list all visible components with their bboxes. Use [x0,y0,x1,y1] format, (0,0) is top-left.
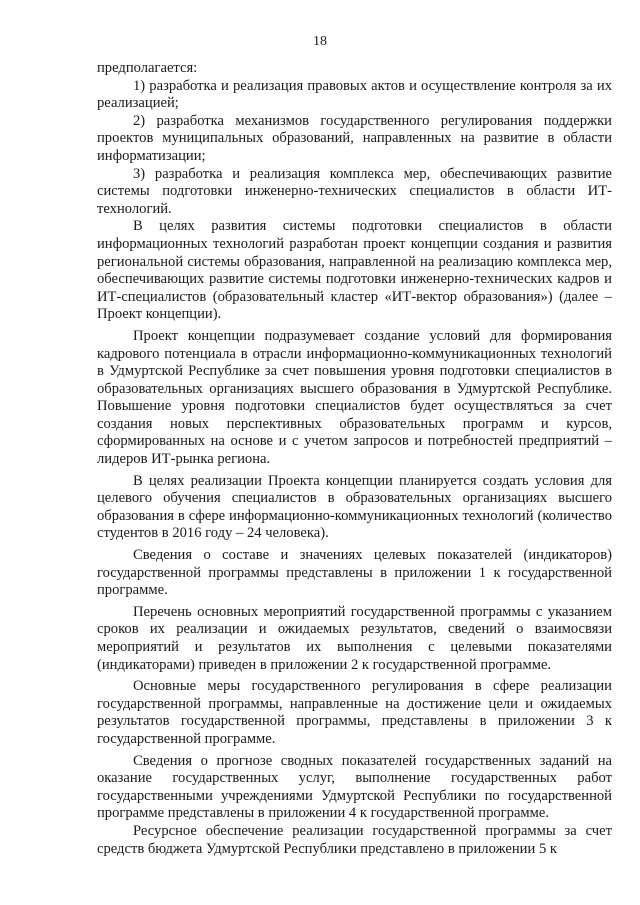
document-body [97,60,612,858]
paragraph-regulation-measures: Основные меры государственного регулирования в сфере реализации государственной программы, направленные на достижение цели и ожидаемых результатов государственной программы, представлены в приложении 3 к государственной программе. [97,678,612,747]
paragraph-resources: Ресурсное обеспечение реализации государственной программы за счет средств бюджета Удмуртской Республики представлено в приложении 5 к [97,822,612,857]
paragraph-indicators: Сведения о составе и значениях целевых показателей (индикаторов) государственной программы представлены в приложении 1 к государственной программе. [97,547,612,599]
paragraph-item-3: 3) разработка и реализация комплекса мер, обеспечивающих развитие системы подготовки инженерно-технических специалистов в области ИТ-технологий. [97,165,612,217]
paragraph-target-training: В целях реализации Проекта концепции планируется создать условия для целевого обучения специалистов в образовательных организациях высшего образования в сфере информационно-коммуникационных технологий (количество студентов в 2016 году – 24 человека). [97,472,612,542]
paragraph-concept-project: В целях развития системы подготовки специалистов в области информационных технологий разработан проект концепции создания и развития региональной системы образования, направленной на реализацию комплекса мер, обеспечивающих развитие системы подготовки инженерно-технических кадров и ИТ-специалистов (образовательный кластер «ИТ-вектор образования») (далее – Проект концепции). [97,218,612,323]
paragraph-concept-conditions: Проект концепции подразумевает создание условий для формирования кадрового потенциала в отрасли информационно-коммуникационных технологий в Удмуртской Республике за счет повышения уровня подготовки специалистов в образовательных организациях высшего образования в Удмуртской Республике. Повышение уровня подготовки специалистов будет осуществляться за счет создания новых перспективных образовательных программ и курсов, сформированных на основе и с учетом запросов и потребностей предприятий – лидеров ИТ-рынка региона. [97,327,612,468]
page-number: 18 [313,34,327,49]
paragraph-item-2: 2) разработка механизмов государственного регулирования поддержки проектов муниципальных образований, направленных на развитие в области информатизации; [97,112,612,164]
paragraph-state-tasks: Сведения о прогнозе сводных показателей государственных заданий на оказание государственных услуг, выполнение государственных работ государственными учреждениями Удмуртской Республики по государственной программе представлены в приложении 4 к государственной программе. [97,752,612,822]
paragraph-item-1: 1) разработка и реализация правовых актов и осуществление контроля за их реализацией; [97,77,612,112]
paragraph-measures-list: Перечень основных мероприятий государственной программы с указанием сроков их реализации и ожидаемых результатов, сведений о взаимосвязи мероприятий и результатов их выполнения с целевыми показателями (индикаторами) приведен в приложении 2 к государственной программе. [97,603,612,673]
paragraph-intro: предполагается: [97,60,198,76]
